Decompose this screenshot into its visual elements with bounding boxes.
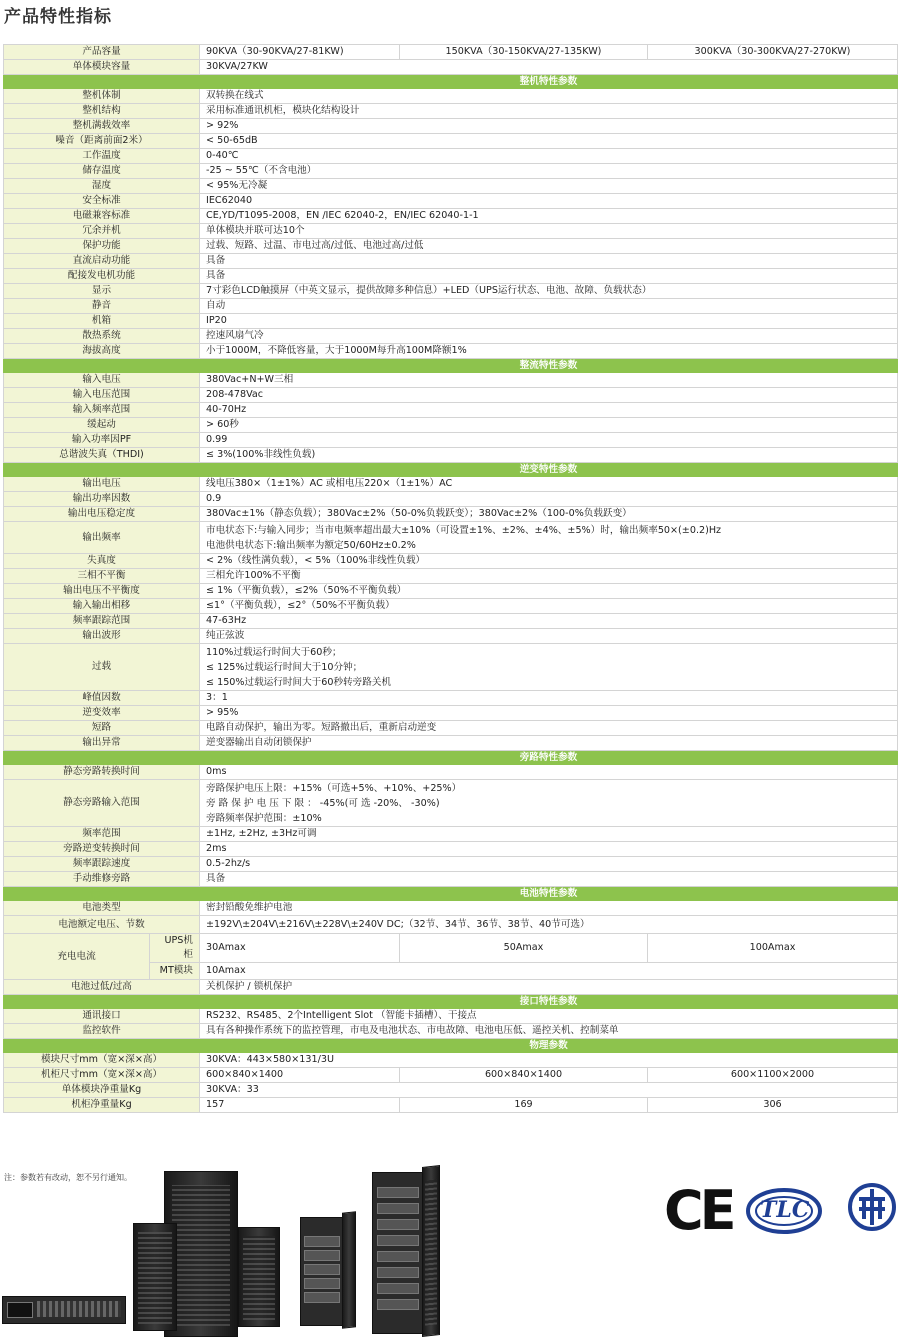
table-row	[4, 507, 898, 522]
page-title: 产品特性指标	[4, 7, 112, 27]
rack-module-image	[2, 1296, 126, 1324]
param-label: 峰值因数	[4, 691, 200, 706]
param-label: 配接发电机功能	[4, 269, 200, 284]
capacity-150kva: 150KVA（30-150KVA/27-135KW)	[400, 45, 648, 60]
table-row	[4, 569, 898, 584]
table-row	[4, 721, 898, 736]
param-label: 手动维修旁路	[4, 872, 200, 887]
table-row	[4, 827, 898, 842]
param-value: 600×840×1400	[200, 1068, 400, 1083]
section-header: 接口特性参数	[200, 995, 898, 1009]
param-value: 过载、短路、过温、市电过高/过低、电池过高/过低	[200, 239, 898, 254]
param-label: 安全标准	[4, 194, 200, 209]
table-row	[4, 388, 898, 403]
param-value: 0.5-2hz/s	[200, 857, 898, 872]
table-row	[4, 104, 898, 119]
param-value: 2ms	[200, 842, 898, 857]
param-label: 机柜尺寸mm（宽×深×高）	[4, 1068, 200, 1083]
param-label: 整机满载效率	[4, 119, 200, 134]
param-value-line: 电池供电状态下:输出频率为额定50/60Hz±0.2%	[206, 539, 416, 551]
param-value: IEC62040	[200, 194, 898, 209]
param-value-line: ≤ 125%过载运行时间大于10分钟；	[206, 661, 363, 673]
param-value: 具备	[200, 254, 898, 269]
param-label: 输出电压稳定度	[4, 507, 200, 522]
table-row	[4, 194, 898, 209]
table-row	[4, 134, 898, 149]
table-row	[4, 934, 898, 963]
param-value: ≤1°（平衡负载），≤2°（50%不平衡负载）	[200, 599, 898, 614]
table-row	[4, 254, 898, 269]
param-label: 储存温度	[4, 164, 200, 179]
param-sublabel: UPS机柜	[150, 934, 200, 963]
open-cabinet-large-image	[372, 1172, 424, 1334]
table-row	[4, 149, 898, 164]
table-row	[4, 209, 898, 224]
param-value: -25 ~ 55℃（不含电池）	[200, 164, 898, 179]
param-label: 输出电压	[4, 477, 200, 492]
table-row	[4, 736, 898, 751]
section-header-blank	[4, 751, 200, 765]
param-value: 小于1000M，不降低容量，大于1000M每升高100M降额1%	[200, 344, 898, 359]
param-label: 过载	[4, 644, 200, 691]
param-value: 0-40℃	[200, 149, 898, 164]
param-label: 频率范围	[4, 827, 200, 842]
param-value: 控速风扇气冷	[200, 329, 898, 344]
param-label: 模块尺寸mm（宽×深×高）	[4, 1053, 200, 1068]
param-label: 短路	[4, 721, 200, 736]
table-row	[4, 477, 898, 492]
table-row	[4, 403, 898, 418]
capacity-row	[4, 45, 898, 60]
param-label: 机箱	[4, 314, 200, 329]
param-label: 三相不平衡	[4, 569, 200, 584]
param-label: 冗余并机	[4, 224, 200, 239]
param-value: 具有各种操作系统下的监控管理，市电及电池状态、市电故障、电池电压低、遥控关机、控制菜单	[200, 1024, 898, 1039]
param-label: 输出功率因数	[4, 492, 200, 507]
param-label: 单体模块净重量Kg	[4, 1083, 200, 1098]
param-label: 电池过低/过高	[4, 980, 200, 995]
table-row	[4, 89, 898, 104]
param-value: 采用标准通讯机柜，模块化结构设计	[200, 104, 898, 119]
section-header: 旁路特性参数	[200, 751, 898, 765]
param-label: 输入电压	[4, 373, 200, 388]
table-row	[4, 872, 898, 887]
table-row	[4, 119, 898, 134]
param-label: 监控软件	[4, 1024, 200, 1039]
table-row	[4, 164, 898, 179]
table-row	[4, 614, 898, 629]
param-sublabel: MT模块	[150, 963, 200, 980]
param-value: 50Amax	[400, 934, 648, 963]
param-label: 输出异常	[4, 736, 200, 751]
param-label: 整机结构	[4, 104, 200, 119]
table-row	[4, 629, 898, 644]
param-value: 电路自动保护，输出为零。短路撤出后，重新启动逆变	[200, 721, 898, 736]
param-value: 306	[648, 1098, 898, 1113]
param-value: 纯正弦波	[200, 629, 898, 644]
open-door-large-image	[422, 1165, 440, 1337]
param-value: ±192V\±204V\±216V\±228V\±240V DC;（32节、34节、36节、38节、40节可选）	[200, 916, 898, 934]
param-value: RS232、RS485、2个Intelligent Slot （智能卡插槽）、干接点	[200, 1009, 898, 1024]
param-value: < 2%（线性满负载），< 5%（100%非线性负载）	[200, 554, 898, 569]
param-label: 充电电流	[4, 934, 150, 980]
param-label: 频率跟踪速度	[4, 857, 200, 872]
param-label: 电池额定电压、节数	[4, 916, 200, 934]
param-value: 157	[200, 1098, 400, 1113]
param-value	[200, 644, 898, 691]
param-label: 通讯接口	[4, 1009, 200, 1024]
section-header-row	[4, 75, 898, 89]
param-label: 输出频率	[4, 522, 200, 554]
table-row	[4, 644, 898, 691]
section-header-row	[4, 751, 898, 765]
param-label: 电池类型	[4, 901, 200, 916]
table-row	[4, 1083, 898, 1098]
param-label: 工作温度	[4, 149, 200, 164]
param-value: ≤ 1%（平衡负载），≤2%（50%不平衡负载）	[200, 584, 898, 599]
section-header-blank	[4, 75, 200, 89]
section-header: 整流特性参数	[200, 359, 898, 373]
param-value: ±1Hz, ±2Hz, ±3Hz可调	[200, 827, 898, 842]
param-label: 逆变效率	[4, 706, 200, 721]
table-row	[4, 224, 898, 239]
param-value: 208-478Vac	[200, 388, 898, 403]
table-row	[4, 344, 898, 359]
param-label: 显示	[4, 284, 200, 299]
param-value: > 92%	[200, 119, 898, 134]
param-label: 输出电压不平衡度	[4, 584, 200, 599]
param-value-line: ≤ 150%过载运行时间大于60秒转旁路关机	[206, 676, 392, 688]
section-header-row	[4, 995, 898, 1009]
table-row	[4, 599, 898, 614]
param-label: 整机体制	[4, 89, 200, 104]
table-row	[4, 691, 898, 706]
param-label: 静音	[4, 299, 200, 314]
table-row	[4, 492, 898, 507]
table-row	[4, 1068, 898, 1083]
param-value: < 50-65dB	[200, 134, 898, 149]
param-label: 输入输出相移	[4, 599, 200, 614]
param-label: 电磁兼容标准	[4, 209, 200, 224]
table-row	[4, 554, 898, 569]
section-header-row	[4, 463, 898, 477]
param-value-line: 旁路频率保护范围：±10%	[206, 812, 322, 824]
param-value: 600×840×1400	[400, 1068, 648, 1083]
param-value: 3：1	[200, 691, 898, 706]
param-label: 旁路逆变转换时间	[4, 842, 200, 857]
param-value: 40-70Hz	[200, 403, 898, 418]
param-value: 具备	[200, 269, 898, 284]
param-value: 三相允许100%不平衡	[200, 569, 898, 584]
table-row	[4, 842, 898, 857]
section-header-blank	[4, 887, 200, 901]
table-row	[4, 857, 898, 872]
table-row	[4, 584, 898, 599]
param-value	[200, 780, 898, 827]
section-header-row	[4, 887, 898, 901]
param-label: 总谐波失真（THDI)	[4, 448, 200, 463]
section-header: 物理参数	[200, 1039, 898, 1053]
param-value: 0ms	[200, 765, 898, 780]
param-value: > 95%	[200, 706, 898, 721]
open-cabinet-small-image	[300, 1217, 344, 1326]
table-row	[4, 239, 898, 254]
table-row	[4, 314, 898, 329]
param-value: 密封铅酸免维护电池	[200, 901, 898, 916]
param-value: 逆变器输出自动闭锁保护	[200, 736, 898, 751]
section-header: 电池特性参数	[200, 887, 898, 901]
table-row	[4, 269, 898, 284]
param-value: 自动	[200, 299, 898, 314]
param-label: 输入频率范围	[4, 403, 200, 418]
capacity-300kva: 300KVA（30-300KVA/27-270KW)	[648, 45, 898, 60]
table-row	[4, 448, 898, 463]
param-label: 海拔高度	[4, 344, 200, 359]
module-capacity-row	[4, 60, 898, 75]
footnote: 注：参数若有改动，恕不另行通知。	[4, 1173, 132, 1182]
table-row	[4, 1009, 898, 1024]
section-header-row	[4, 1039, 898, 1053]
param-value: 47-63Hz	[200, 614, 898, 629]
param-label: 频率跟踪范围	[4, 614, 200, 629]
section-header-row	[4, 359, 898, 373]
param-value: 30Amax	[200, 934, 400, 963]
param-value: IP20	[200, 314, 898, 329]
table-row	[4, 780, 898, 827]
param-value	[200, 522, 898, 554]
param-value: 具备	[200, 872, 898, 887]
table-row	[4, 179, 898, 194]
param-value: 0.99	[200, 433, 898, 448]
param-label: 产品容量	[4, 45, 200, 60]
table-row	[4, 373, 898, 388]
param-label: 输入功率因PF	[4, 433, 200, 448]
param-value: 单体模块并联可达10个	[200, 224, 898, 239]
param-value: 100Amax	[648, 934, 898, 963]
ce-logo: CE	[664, 1179, 733, 1242]
table-row	[4, 299, 898, 314]
param-label: 噪音（距离前面2米）	[4, 134, 200, 149]
param-value: 380Vac+N+W三相	[200, 373, 898, 388]
param-label: 失真度	[4, 554, 200, 569]
param-value: 30KVA/27KW	[200, 60, 898, 75]
param-value: 7寸彩色LCD触摸屏（中英文显示，提供故障多种信息）+LED（UPS运行状态、电池、故障、负载状态）	[200, 284, 898, 299]
section-header-blank	[4, 359, 200, 373]
section-header-blank	[4, 1039, 200, 1053]
tlc-logo: TLC	[746, 1183, 822, 1239]
param-value: < 95%无冷凝	[200, 179, 898, 194]
param-value: 30KVA：443×580×131/3U	[200, 1053, 898, 1068]
param-label: 散热系统	[4, 329, 200, 344]
param-value: > 60秒	[200, 418, 898, 433]
table-row	[4, 765, 898, 780]
param-label: 缓起动	[4, 418, 200, 433]
param-value: 380Vac±1%（静态负载）；380Vac±2%（50-0%负载跃变）；380Vac±2%（100-0%负载跃变）	[200, 507, 898, 522]
param-value: 关机保护 / 锁机保护	[200, 980, 898, 995]
param-value: ≤ 3%(100%非线性负载)	[200, 448, 898, 463]
param-label: 静态旁路转换时间	[4, 765, 200, 780]
table-row	[4, 433, 898, 448]
ups-cabinet-left-image	[133, 1223, 177, 1331]
param-value: CE,YD/T1095-2008，EN /IEC 62040-2，EN/IEC 62040-1-1	[200, 209, 898, 224]
param-value: 30KVA：33	[200, 1083, 898, 1098]
cqc-logo	[848, 1183, 896, 1239]
param-value: 600×1100×2000	[648, 1068, 898, 1083]
param-label: 直流启动功能	[4, 254, 200, 269]
table-row	[4, 706, 898, 721]
section-header-blank	[4, 995, 200, 1009]
table-row	[4, 329, 898, 344]
param-value-line: 旁路保护电压上限：+15%（可选+5%、+10%、+25%）	[206, 782, 462, 794]
param-label: 输入电压范围	[4, 388, 200, 403]
spec-table	[3, 44, 898, 1113]
param-value: 10Amax	[200, 963, 898, 980]
table-row	[4, 901, 898, 916]
table-row	[4, 284, 898, 299]
param-value: 双转换在线式	[200, 89, 898, 104]
section-header: 整机特性参数	[200, 75, 898, 89]
table-row	[4, 980, 898, 995]
param-label: 湿度	[4, 179, 200, 194]
section-header-blank	[4, 463, 200, 477]
open-door-small-image	[342, 1211, 356, 1328]
section-header: 逆变特性参数	[200, 463, 898, 477]
param-label: 机柜净重量Kg	[4, 1098, 200, 1113]
ups-cabinet-right-image	[238, 1227, 280, 1327]
param-label: 保护功能	[4, 239, 200, 254]
table-row	[4, 1098, 898, 1113]
param-value: 0.9	[200, 492, 898, 507]
table-row	[4, 916, 898, 934]
param-value-line: 110%过载运行时间大于60秒；	[206, 646, 342, 658]
param-value: 线电压380×（1±1%）AC 或相电压220×（1±1%）AC	[200, 477, 898, 492]
capacity-90kva: 90KVA（30-90KVA/27-81KW)	[200, 45, 400, 60]
param-label: 单体模块容量	[4, 60, 200, 75]
table-row	[4, 418, 898, 433]
param-value-line: 市电状态下:与输入同步；当市电频率超出最大±10%（可设置±1%、±2%、±4%、±5%）时，输出频率50×(±0.2)Hz	[206, 524, 722, 536]
param-value-line: 旁 路 保 护 电 压 下 限 ： -45%(可 选 -20%、 -30%)	[206, 797, 440, 809]
param-label: 输出波形	[4, 629, 200, 644]
param-value: 169	[400, 1098, 648, 1113]
table-row	[4, 1024, 898, 1039]
table-row	[4, 522, 898, 554]
table-row	[4, 1053, 898, 1068]
param-label: 静态旁路输入范围	[4, 780, 200, 827]
